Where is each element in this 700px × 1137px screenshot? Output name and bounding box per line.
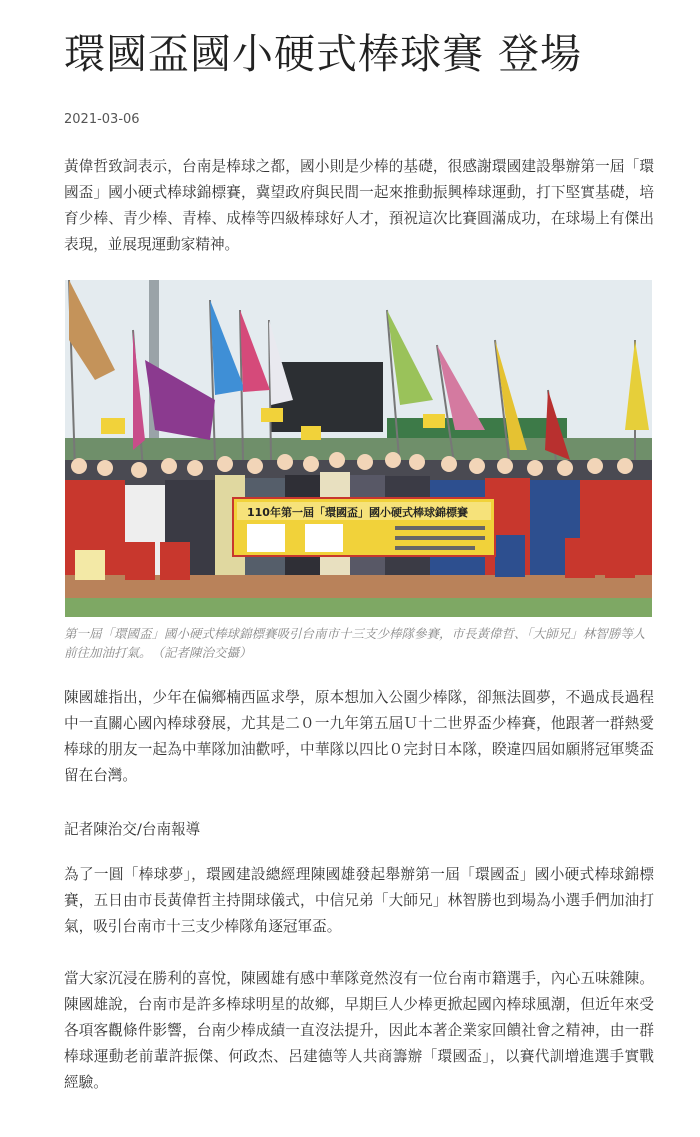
article-paragraph-1: 黃偉哲致詞表示，台南是棒球之都，國小則是少棒的基礎，很感謝環國建設舉辦第一屆「環國盃」國小硬式棒球錦標賽，冀望政府與民間一起來推動振興棒球運動，打下堅實基礎，培育少棒、青少棒、青棒、成棒等四級棒球好人才，預祝這次比賽圓滿成功，在球場上有傑出表現，並展現運動家精神。: [64, 158, 654, 253]
article-paragraph-3: 為了一圓「棒球夢」，環國建設總經理陳國雄發起舉辦第一屆「環國盃」國小硬式棒球錦標賽，五日由市長黃偉哲主持開球儀式，中信兄弟「大師兄」林智勝也到場為小選手們加油打氣，吸引台南市十三支少棒隊角逐冠軍盃。: [64, 866, 654, 935]
event-banner-text: 110年第一屆「環國盃」國小硬式棒球錦標賽: [247, 506, 468, 519]
photo-caption: 第一屆「環國盃」國小硬式棒球錦標賽吸引台南市十三支少棒隊參賽，市長黃偉哲、「大師兄」林智勝等人前往加油打氣。 （記者陳治交攝）: [64, 626, 646, 660]
article-date: 2021-03-06: [64, 112, 140, 127]
article-paragraph-2: 陳國雄指出，少年在偏鄉楠西區求學，原本想加入公園少棒隊，卻無法圓夢，不過成長過程中一直關心國內棒球發展，尤其是二０一九年第五屆Ｕ十二世界盃少棒賽，他跟著一群熱愛棒球的朋友一起為中華隊加油歡呼，中華隊以四比０完封日本隊，睽違四屆如願將冠軍獎盃留在台灣。: [64, 689, 654, 784]
article-byline: 記者陳治交/台南報導: [64, 821, 201, 838]
article-paragraph-4: 當大家沉浸在勝利的喜悅，陳國雄有感中華隊竟然沒有一位台南市籍選手，內心五味雜陳。陳國雄說，台南市是許多棒球明星的故鄉，早期巨人少棒更掀起國內棒球風潮，但近年來受各項客觀條件影響，台南少棒成績一直沒法提升，因此本著企業家回饋社會之精神，由一群棒球運動老前輩許振傑、何政杰、呂建德等人共商籌辦「環國盃」，以賽代訓增進選手實戰經驗。: [64, 970, 654, 1091]
article-photo: [65, 280, 652, 617]
article-title: 環國盃國小硬式棒球賽 登場: [64, 30, 583, 78]
